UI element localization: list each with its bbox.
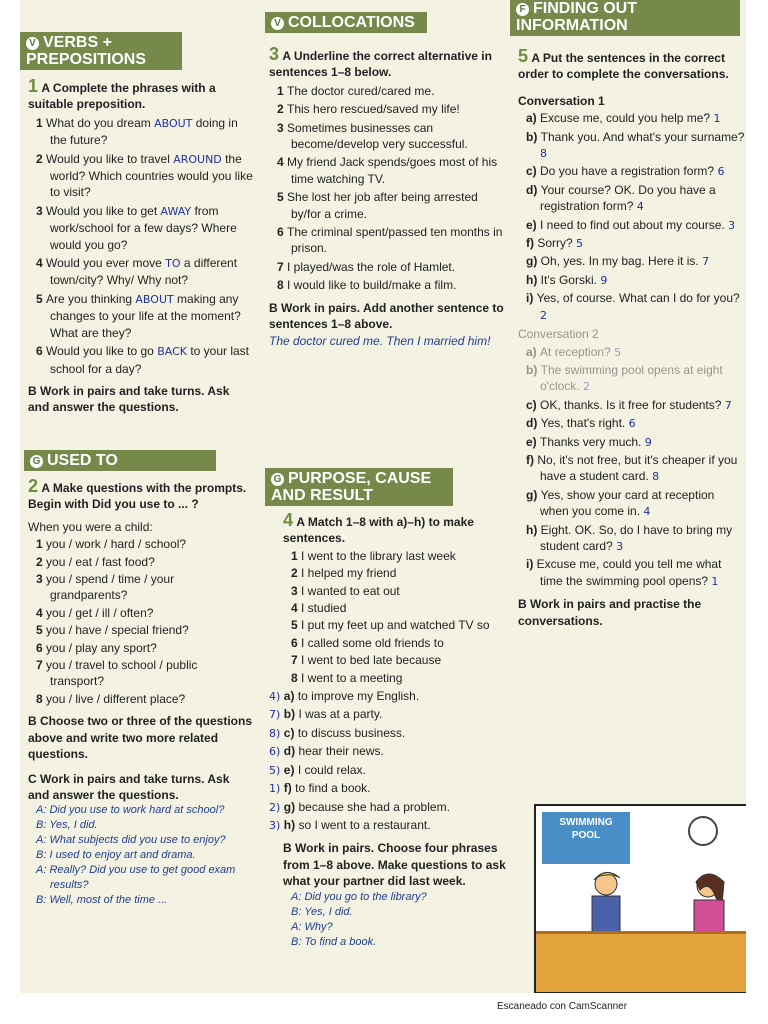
handwritten-answer: 1) [269,782,284,796]
exercise-4-ending [269,799,507,816]
item-number: 1 [36,537,47,552]
line-letter: f) [526,236,538,251]
item-text: I put my feet up and watched TV so [301,618,490,633]
exercise-3-item [269,277,505,293]
handwritten-answer: 4 [636,200,644,214]
item-text: I went to the library last week [301,548,456,563]
dialogue-text: Really? Did you use to get good exam results? [49,864,236,892]
item-text: I went to a meeting [301,670,403,685]
item-number: 8 [277,278,288,293]
item-number: 6 [36,640,47,655]
item-number: 5 [36,291,47,306]
item-letter: e) [283,762,298,777]
item-number: 3 [36,572,47,587]
exercise-1-b: B Work in pairs and take turns. Ask and answer the questions. [28,383,230,415]
handwritten-answer: 3 [616,539,624,553]
line-letter: d) [526,182,541,197]
line-letter: f) [526,452,538,467]
handwritten-answer: 8 [540,147,547,161]
item-text: Would you like to get [46,203,161,218]
line-letter: e) [526,434,541,449]
exercise-4-item [283,583,507,599]
handwritten-answer: 2) [269,800,284,814]
conversation-line [518,163,746,180]
item-text: I played/was the role of Hamlet. [287,259,456,274]
exercise-2-items [28,536,254,707]
exercise-2-item [28,691,254,707]
item-text: to find a book. [295,781,371,796]
section-icon: F [516,3,529,16]
handwritten-answer: 7 [724,398,732,412]
item-text: I would like to build/make a film. [287,278,457,293]
swimming-pool-sign: SWIMMING POOL [542,812,630,864]
exercise-3: 3 A Underline the correct alternative in sentences 1–8 below. 1 The doctor cured/cared me. 2 This hero rescued/saved my life! 3 Sometimes businesses can become/develop very successful. 4 My friend Jack spends/goes most of his time watching TV. 5 She lost her job after being arrested by/for a crime. 6 The criminal spent/passed ten months in prison. 7 I played/was the role of Hamlet. 8 I would like to build/make a film. B Work in pairs. Add another sentence to sentences 1–8 above. The doctor cured me. Then I married him! [269,44,504,348]
line-text: OK, thanks. Is it free for students? [540,397,725,412]
item-text: I called some old friends to [301,635,444,650]
handwritten-answer: 5 [614,345,622,359]
handwritten-answer: TO [165,257,181,271]
line-text: Thank you. And what's your surname? [540,129,745,144]
speaker: B: [36,894,50,907]
conversation-line [518,362,746,396]
line-text: I need to find out about my course. [540,217,729,232]
conversation-line [518,397,746,414]
handwritten-answer: 8) [269,726,284,740]
dialogue-line [283,935,507,950]
item-text: Would you ever move [46,256,166,271]
exercise-5-b: B Work in pairs and practise the conversations. [518,597,702,628]
clock-icon [688,816,718,846]
item-text: you / travel to school / public transport? [46,658,198,689]
handwritten-answer: 8 [652,470,660,484]
item-number: 1 [277,83,288,98]
reception-desk [536,931,746,992]
line-text: No, it's not free, but it's cheaper if you have a student card. [537,452,738,484]
exercise-1-item [28,203,254,253]
conversation-line [518,522,746,556]
handwritten-answer: ABOUT [135,292,174,306]
conversation-line [518,415,746,432]
conversation-line [518,235,746,252]
item-text: The doctor cured/cared me. [287,83,435,98]
item-number: 2 [36,151,47,166]
exercise-2-c: C Work in pairs and take turns. Ask and answer the questions. [28,771,230,802]
conversation-line [518,182,746,216]
column-verbs-used-to [20,0,258,993]
item-number: 7 [36,658,47,673]
conversation-line [518,129,746,163]
handwritten-answer: 6) [269,745,284,759]
item-text: I wanted to eat out [301,583,400,598]
conversation-1-lines [518,110,746,324]
exercise-4-item [283,670,507,686]
section-header-verbs: V VERBS + PREPOSITIONS [20,32,182,70]
exercise-4-ending [269,762,507,779]
exercise-3-item [269,83,505,99]
dialogue-line [283,905,507,920]
line-letter: d) [526,416,541,431]
item-text: I studied [301,601,347,616]
exercise-2-item [28,605,254,621]
section-icon: V [271,17,284,30]
line-letter: c) [526,397,541,412]
item-text: you / eat / fast food? [46,554,155,569]
section-header-collocations: V COLLOCATIONS [265,12,427,33]
item-text: you / live / different place? [46,691,186,706]
handwritten-answer: 7) [269,708,284,722]
line-text: Oh, yes. In my bag. Here it is. [540,254,703,269]
handwritten-answer: 2 [540,308,547,322]
line-text: Excuse me, could you help me? [540,111,714,126]
item-number: 3 [277,120,288,135]
item-text: you / get / ill / often? [46,605,154,620]
exercise-4-item [283,652,507,668]
item-text: the world? Which countries would you like to visit? [50,151,253,200]
exercise-4-item [283,635,507,651]
exercise-4-ending [269,725,507,742]
exercise-3-item [269,154,505,187]
exercise-2-item [28,657,254,690]
handwritten-answer: 6 [717,165,725,179]
dialogue-text: Yes, I did. [304,905,353,918]
line-text: At reception? [540,344,615,359]
textbook-page [20,0,746,993]
exercise-1-item [28,115,254,149]
item-number: 8 [291,670,302,685]
item-text: Are you thinking [46,291,136,306]
exercise-4-ending [269,743,507,760]
item-text: to your last school for a day? [50,344,250,376]
item-text: She lost her job after being arrested by/for a crime. [287,190,478,221]
item-letter: a) [283,689,298,704]
section-header-used-to: G USED TO [24,450,216,471]
dialogue-line [28,863,254,893]
item-number: 3 [36,203,47,218]
item-text: Sometimes businesses can become/develop very successful. [287,120,468,152]
handwritten-answer: 9 [600,273,608,287]
dialogue-text: Well, most of the time ... [49,894,168,907]
dialogue-line [28,803,254,818]
handwritten-answer: 4 [643,505,651,519]
item-text: I was at a party. [298,707,383,722]
exercise-4-ending [269,780,507,797]
item-text: Would you like to go [46,344,158,359]
conversation-line [518,556,746,590]
exercise-4-ending [269,688,507,705]
exercise-4: 4 A Match 1–8 with a)–h) to make sentences. 1 I went to the library last week 2 I helped my friend 3 I wanted to eat out 4 I studied 5 I put my feet up and watched TV so 6 I called some old friends to 7 I went to bed late because 8 I went to a meeting 4) a) to improve my English. 7) b) I was at a party. 8) c) to discuss business. 6) d) hear their news. 5) e) I could relax. 1) f) to find a book. 2) g) because she had a problem. 3) h) so I went to a restaurant. B Work in pairs. Choose four phrases from 1–8 above. Make questions to ask what your partner did last week. A: Did you go to the library? B: Yes, I did. A: Why? B: To find a book. [269,510,506,948]
item-letter: g) [283,799,299,814]
dialogue-text: What subjects did you use to enjoy? [49,834,226,847]
exercise-1-item [28,343,254,377]
exercise-4-endings [269,688,507,834]
exercise-2-item [28,622,254,638]
handwritten-answer: 7 [702,255,710,269]
dialogue-line [28,848,254,863]
item-text: What do you dream [46,115,155,130]
item-number: 5 [36,623,47,638]
exercise-1-items [28,115,254,377]
conversation-line [518,217,746,234]
speaker: A: [291,920,305,933]
exercise-3-b: B Work in pairs. Add another sentence to sentences 1–8 above. [269,300,504,332]
line-letter: a) [526,111,541,126]
speaker: A: [291,890,305,903]
line-letter: e) [526,217,541,232]
exercise-1-item [28,255,254,289]
line-text: Eight. OK. So, do I have to bring my student card? [540,522,733,553]
item-number: 1 [36,115,47,130]
handwritten-answer: 5 [576,237,584,251]
swimming-pool-illustration [534,804,746,993]
item-number: 4 [277,155,288,170]
item-text: so I went to a restaurant. [298,817,431,832]
conversation-line [518,487,746,521]
item-number: 4 [291,601,302,616]
item-text: because she had a problem. [298,799,450,814]
receptionist-figure [578,866,634,938]
line-letter: h) [526,522,541,537]
item-text: you / spend / time / your grandparents? [46,572,175,603]
exercise-3-item [269,224,505,257]
line-letter: i) [526,557,537,572]
item-number: 5 [277,190,288,205]
handwritten-answer: BACK [157,345,187,359]
item-text: My friend Jack spends/goes most of his time watching TV. [287,155,498,186]
exercise-2-item [28,554,254,570]
item-text: I went to bed late because [301,653,442,668]
item-number: 5 [291,618,302,633]
dialogue-text: Why? [304,920,333,933]
line-text: Yes, show your card at reception when you come in. [540,487,715,519]
exercise-4-item [283,617,507,633]
handwritten-answer: 6 [628,417,636,431]
conversation-2-lines [518,344,746,591]
exercise-4-item [283,600,507,616]
item-text: from work/school for a few days? Where would you go? [50,203,237,252]
item-text: making any changes to your life at the moment? What are they? [50,291,241,340]
item-text: a different town/city? Why/ Why not? [50,256,238,288]
line-letter: b) [526,362,541,377]
dialogue-text: Yes, I did. [49,819,98,832]
exercise-2-item [28,571,254,604]
handwritten-answer: 9 [644,435,652,449]
dialogue-text: To find a book. [304,935,377,948]
item-number: 3 [291,583,302,598]
section-icon: G [271,473,284,486]
line-text: Your course? OK. Do you have a registration form? [540,182,716,214]
exercise-3-item [269,259,505,275]
scanner-watermark: Escaneado con CamScanner [497,1001,628,1012]
exercise-3-example: The doctor cured me. Then I married him! [269,333,491,348]
line-letter: g) [526,487,541,502]
exercise-4-b: B Work in pairs. Choose four phrases from 1–8 above. Make questions to ask what your partner did last week. [283,841,506,889]
speaker: B: [291,935,305,948]
item-text: you / play any sport? [46,640,157,655]
exercise-2-item [28,640,254,656]
line-letter: a) [526,344,541,359]
item-number: 8 [36,691,47,706]
item-letter: b) [283,707,299,722]
speaker: A: [36,804,50,817]
speaker: A: [36,864,50,877]
speaker: B: [36,849,50,862]
column-collocations-purpose [263,0,507,993]
speaker: B: [36,819,50,832]
item-letter: c) [283,725,298,740]
dialogue-line [28,833,254,848]
handwritten-answer: AWAY [160,204,192,218]
line-text: Yes, of course. What can I do for you? [536,291,740,306]
dialogue-text: I used to enjoy art and drama. [49,849,196,862]
item-number: 6 [277,225,288,240]
example-dialogue-1 [28,803,254,908]
item-text: hear their news. [298,744,384,759]
conversation-line [518,253,746,270]
conversation-line [518,272,746,289]
dialogue-line [283,890,507,905]
exercise-3-item [269,189,505,222]
item-text: The criminal spent/passed ten months in prison. [287,225,503,256]
line-text: The swimming pool opens at eight o'clock. [540,362,723,394]
exercise-1: 1 A Complete the phrases with a suitable preposition. 1 What do you dream ABOUT doing in the future? 2 Would you like to travel AROUND the world? Which countries would you like to visit? 3 Would you like to get AWAY from work/school for a few days? Where would you go? 4 Would you ever move TO a different town/city? Why/ Why not? 5 Are you thinking ABOUT making any changes to your life at the moment? What are they? 6 Would you like to go BACK to your last school for a day? B Work in pairs and take turns. Ask and answer the questions. [28,76,253,415]
item-letter: h) [283,817,299,832]
section-icon: G [30,455,43,468]
handwritten-answer: 1 [713,112,721,126]
item-text: to discuss business. [297,725,406,740]
exercise-1-item [28,291,254,341]
exercise-3-items [269,83,505,294]
section-icon: V [26,37,39,50]
handwritten-answer: 3 [728,218,736,232]
exercise-1-item [28,151,254,201]
item-text: doing in the future? [50,115,238,148]
handwritten-answer: ABOUT [154,116,193,130]
handwritten-answer: 2 [582,380,590,394]
exercise-4-ending [269,817,507,834]
exercise-4-items [283,548,507,686]
exercise-2-b: B Choose two or three of the questions above and write two more related questions. [28,714,253,762]
dialogue-line [283,920,507,935]
line-letter: i) [526,291,537,306]
line-text: It's Gorski. [540,272,601,287]
conversation-line [518,290,746,324]
speaker: B: [291,905,305,918]
item-number: 2 [36,554,47,569]
item-text: to improve my English. [297,689,420,704]
section-header-finding-out: F FINDING OUT INFORMATION [510,0,740,36]
exercise-4-item [283,548,507,564]
item-number: 6 [291,635,302,650]
exercise-4-ending [269,706,507,723]
line-letter: b) [526,129,541,144]
item-text: you / have / special friend? [46,623,189,638]
exercise-2-intro: When you were a child: [28,519,153,534]
conversation-line [518,110,746,127]
item-number: 1 [291,548,302,563]
conversation-line [518,452,746,486]
item-letter: f) [283,781,296,796]
handwritten-answer: 5) [269,763,284,777]
handwritten-answer: AROUND [173,152,222,166]
line-text: Do you have a registration form? [540,164,718,179]
item-text: I helped my friend [301,566,397,581]
handwritten-answer: 4) [269,690,284,704]
item-number: 7 [277,259,288,274]
conversation-line [518,434,746,451]
exercise-4-item [283,565,507,581]
item-number: 2 [291,566,302,581]
conversation-2-title: Conversation 2 [518,327,599,342]
dialogue-text: Did you go to the library? [304,890,427,903]
section-header-purpose: G PURPOSE, CAUSE AND RESULT [265,468,453,506]
dialogue-text: Did you use to work hard at school? [49,804,225,817]
exercise-2: 2 A Make questions with the prompts. Begin with Did you use to ... ? When you were a child: 1 you / work / hard / school? 2 you / eat / fast food? 3 you / spend / time / your grandparents? 4 you / get / ill / often? 5 you / have / special friend? 6 you / play any sport? 7 you / travel to school / public transport? 8 you / live / different place? B Choose two or three of the questions above and write two more related questions. C Work in pairs and take turns. Ask and answer the questions. A: Did you use to work hard at school? B: Yes, I did. A: What subjects did you use to enjoy? B: I used to enjoy art and drama. A: Really? Did you use to get good exam results? B: Well, most of the time ... [28,476,253,907]
conversation-line [518,344,746,361]
example-dialogue-2 [283,890,507,950]
handwritten-answer: 3) [269,818,284,832]
dialogue-line [28,818,254,833]
line-letter: g) [526,254,541,269]
exercise-2-item [28,536,254,552]
item-text: Would you like to travel [46,151,174,166]
line-text: Thanks very much. [540,434,645,449]
exercise-3-item [269,120,505,153]
item-number: 4 [36,256,47,271]
item-number: 4 [36,605,47,620]
item-text: I could relax. [297,762,366,777]
line-text: Yes, that's right. [540,416,629,431]
item-letter: d) [283,744,299,759]
exercise-5: 5 A Put the sentences in the correct order to complete the conversations. Conversation 1 a) Excuse me, could you help me? 1 b) Thank you. And what's your surname? 8 c) Do you have a registration form? 6 d) Your course? OK. Do you have a registration form? 4 e) I need to find out about my course. 3 f) Sorry? 5 g) Oh, yes. In my bag. Here it is. 7 h) It's Gorski. 9 i) Yes, of course. What can I do for you? 2 Conversation 2 a) At reception? 5 b) The swimming pool opens at eight o'clock. 2 c) OK, thanks. Is it free for students? 7 d) Yes, that's right. 6 e) Thanks very much. 9 f) No, it's not free, but it's cheaper if you have a student card. 8 g) Yes, show your card at reception when you come in. 4 h) Eight. OK. So, do I have to bring my student card? 3 i) Excuse me, could you tell me what time the swimming pool opens? 1 B Work in pairs and practise the conversations. [518,46,745,628]
speaker: A: [36,834,50,847]
item-number: 7 [291,653,302,668]
line-letter: h) [526,272,541,287]
line-letter: c) [526,164,541,179]
item-text: This hero rescued/saved my life! [287,102,460,117]
dialogue-line [28,893,254,908]
handwritten-answer: 1 [711,574,719,588]
line-text: Sorry? [537,236,577,251]
exercise-3-item [269,101,505,117]
item-number: 2 [277,102,288,117]
line-text: Excuse me, could you tell me what time the swimming pool opens? [536,557,722,588]
conversation-1-title: Conversation 1 [518,93,605,108]
item-text: you / work / hard / school? [46,537,187,552]
item-number: 6 [36,344,47,359]
